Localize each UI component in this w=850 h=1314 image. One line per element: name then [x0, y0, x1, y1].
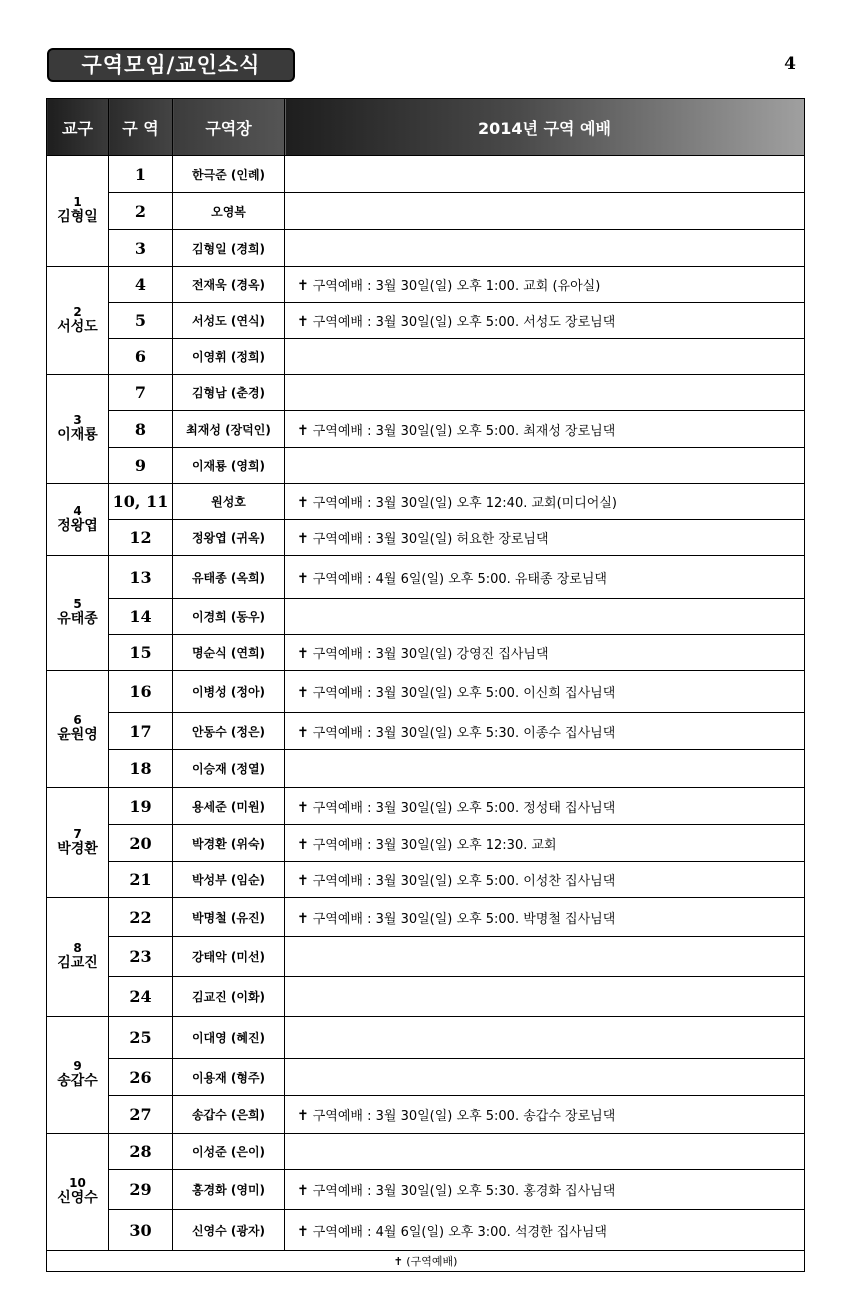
section-leader: 김교진 (이화) [173, 977, 285, 1017]
district-name: 신영수 [57, 1190, 98, 1206]
table-row [47, 484, 805, 520]
service-text: 구역예배 : 3월 30일(일) 오후 5:00. 이성찬 집사님댁 [312, 874, 616, 889]
section-leader: 이재룡 (영희) [173, 448, 285, 484]
section-leader: 이영휘 (정희) [173, 339, 285, 375]
section-leader: 송갑수 (은희) [173, 1096, 285, 1134]
service-info [285, 898, 805, 937]
table-row [47, 1096, 805, 1134]
section-number: 13 [109, 556, 173, 599]
table-body [47, 156, 805, 1251]
table-row [47, 448, 805, 484]
column-header-leader: 구역장 [173, 99, 285, 156]
column-header-section: 구 역 [109, 99, 173, 156]
district-cell [47, 484, 109, 556]
district-schedule-table [46, 98, 805, 1272]
section-number: 12 [109, 520, 173, 556]
cross-icon: ✝ [297, 1223, 309, 1240]
table-row [47, 937, 805, 977]
district-cell [47, 898, 109, 1017]
table-header-row [47, 99, 805, 156]
district-cell [47, 556, 109, 671]
service-text: 구역예배 : 3월 30일(일) 오후 1:00. 교회 (유아실) [312, 279, 601, 294]
cross-icon: ✝ [297, 910, 309, 927]
service-info [285, 230, 805, 267]
cross-icon: ✝ [297, 724, 309, 741]
table-row [47, 1134, 805, 1170]
district-number: 3 [73, 413, 82, 427]
table-row [47, 1017, 805, 1059]
district-number: 6 [73, 713, 82, 727]
section-number: 15 [109, 635, 173, 671]
cross-icon: ✝ [297, 873, 309, 889]
district-number: 1 [73, 195, 82, 209]
service-info [285, 375, 805, 411]
table-row [47, 635, 805, 671]
district-number: 5 [73, 597, 82, 611]
cross-icon: ✝ [297, 495, 309, 511]
section-number: 14 [109, 599, 173, 635]
service-text: 구역예배 : 3월 30일(일) 강영진 집사님댁 [312, 647, 549, 662]
table-row [47, 713, 805, 750]
section-leader: 오영복 [173, 193, 285, 230]
column-header-service: 2014년 구역 예배 [285, 99, 805, 156]
district-name: 서성도 [57, 318, 98, 335]
table-row [47, 788, 805, 825]
service-info [285, 1210, 805, 1251]
service-text: 구역예배 : 4월 6일(일) 오후 3:00. 석경한 집사님댁 [312, 1224, 607, 1240]
service-text: 구역예배 : 3월 30일(일) 오후 5:30. 홍경화 집사님댁 [312, 1184, 616, 1199]
column-header-district: 교구 [47, 99, 109, 156]
table-footer-row [47, 1251, 805, 1272]
service-text: 구역예배 : 4월 6일(일) 오후 5:00. 유태종 장로님댁 [312, 571, 607, 587]
district-cell [47, 375, 109, 484]
section-number: 7 [109, 375, 173, 411]
section-leader: 서성도 (연식) [173, 303, 285, 339]
service-text: 구역예배 : 3월 30일(일) 오후 5:00. 이신희 집사님댁 [312, 686, 616, 701]
cross-icon: ✝ [297, 836, 309, 853]
section-leader: 유태종 (옥희) [173, 556, 285, 599]
service-info [285, 599, 805, 635]
service-info [285, 193, 805, 230]
section-leader: 이대영 (혜진) [173, 1017, 285, 1059]
section-leader: 김형일 (경희) [173, 230, 285, 267]
district-number: 9 [73, 1059, 82, 1073]
service-info [285, 635, 805, 671]
service-info [285, 937, 805, 977]
section-number: 25 [109, 1017, 173, 1059]
service-info [285, 1059, 805, 1096]
table-row [47, 303, 805, 339]
section-number: 28 [109, 1134, 173, 1170]
service-text: 구역예배 : 3월 30일(일) 오후 12:30. 교회 [312, 837, 557, 853]
section-number: 24 [109, 977, 173, 1017]
cross-icon: ✝ [297, 685, 309, 701]
table-row [47, 1210, 805, 1251]
table-row [47, 375, 805, 411]
service-info [285, 267, 805, 303]
service-text: 구역예배 : 3월 30일(일) 오후 5:00. 서성도 장로님댁 [312, 315, 616, 330]
section-number: 3 [109, 230, 173, 267]
section-leader: 한극준 (인례) [173, 156, 285, 193]
district-name: 박경환 [57, 840, 98, 857]
section-number: 26 [109, 1059, 173, 1096]
table-row [47, 1170, 805, 1210]
service-text: 구역예배 : 3월 30일(일) 오후 12:40. 교회(미디어실) [312, 496, 617, 511]
service-info [285, 750, 805, 788]
service-info [285, 977, 805, 1017]
table-row [47, 671, 805, 713]
section-number: 9 [109, 448, 173, 484]
section-number: 2 [109, 193, 173, 230]
section-number: 27 [109, 1096, 173, 1134]
cross-icon: ✝ [297, 1183, 309, 1199]
cross-icon: ✝ [297, 646, 309, 662]
cross-icon: ✝ [297, 278, 309, 294]
section-number: 16 [109, 671, 173, 713]
section-leader: 이성준 (은이) [173, 1134, 285, 1170]
district-name: 유태종 [57, 611, 98, 627]
section-number: 30 [109, 1210, 173, 1251]
service-info [285, 862, 805, 898]
section-leader: 최재성 (장덕인) [173, 411, 285, 448]
district-cell [47, 156, 109, 267]
service-info [285, 788, 805, 825]
section-number: 6 [109, 339, 173, 375]
service-text: 구역예배 : 3월 30일(일) 오후 5:00. 송갑수 장로님댁 [312, 1109, 616, 1124]
table-row [47, 825, 805, 862]
district-number: 10 [69, 1176, 86, 1190]
service-text: 구역예배 : 3월 30일(일) 오후 5:00. 최재성 장로님댁 [312, 423, 616, 439]
table-row [47, 520, 805, 556]
service-info [285, 448, 805, 484]
cross-icon: ✝ [297, 570, 309, 587]
district-name: 정왕엽 [57, 517, 98, 534]
section-number: 1 [109, 156, 173, 193]
service-info [285, 1134, 805, 1170]
district-name: 이재룡 [57, 427, 98, 443]
section-leader: 이승재 (정열) [173, 750, 285, 788]
service-info [285, 1170, 805, 1210]
section-number: 23 [109, 937, 173, 977]
section-number: 5 [109, 303, 173, 339]
district-cell [47, 788, 109, 898]
district-name: 송갑수 [57, 1073, 98, 1089]
section-number: 20 [109, 825, 173, 862]
service-text: 구역예배 : 3월 30일(일) 허요한 장로님댁 [312, 532, 549, 547]
district-name: 윤원영 [57, 727, 98, 743]
table-row [47, 556, 805, 599]
district-number: 4 [73, 503, 82, 518]
section-number: 4 [109, 267, 173, 303]
section-leader: 정왕엽 (귀옥) [173, 520, 285, 556]
service-info [285, 556, 805, 599]
section-number: 17 [109, 713, 173, 750]
table-row [47, 411, 805, 448]
section-leader: 박성부 (임순) [173, 862, 285, 898]
service-text: 구역예배 : 3월 30일(일) 오후 5:00. 정성태 집사님댁 [312, 800, 616, 816]
section-leader: 이병성 (정아) [173, 671, 285, 713]
district-cell [47, 1017, 109, 1134]
district-cell [47, 1134, 109, 1251]
table-row [47, 898, 805, 937]
table-row [47, 230, 805, 267]
service-info [285, 484, 805, 520]
section-number: 29 [109, 1170, 173, 1210]
section-leader: 강태악 (미선) [173, 937, 285, 977]
service-info [285, 156, 805, 193]
cross-icon: ✝ [297, 422, 309, 439]
district-cell [47, 671, 109, 788]
section-number: 19 [109, 788, 173, 825]
district-name: 김교진 [57, 955, 98, 971]
section-number: 18 [109, 750, 173, 788]
section-leader: 명순식 (연희) [173, 635, 285, 671]
table-row [47, 599, 805, 635]
section-leader: 박경환 (위숙) [173, 825, 285, 862]
section-number: 10, 11 [109, 484, 173, 520]
section-leader: 홍경화 (영미) [173, 1170, 285, 1210]
section-leader: 전재욱 (경옥) [173, 267, 285, 303]
footer-note: ✝ (구역예배) [47, 1251, 805, 1272]
section-leader: 신영수 (광자) [173, 1210, 285, 1251]
section-leader: 원성호 [173, 484, 285, 520]
table-row [47, 267, 805, 303]
service-info [285, 411, 805, 448]
table-row [47, 339, 805, 375]
section-leader: 용세준 (미원) [173, 788, 285, 825]
table-row [47, 193, 805, 230]
table-row [47, 156, 805, 193]
section-number: 8 [109, 411, 173, 448]
section-number: 22 [109, 898, 173, 937]
district-name: 김형일 [57, 209, 98, 225]
service-info [285, 303, 805, 339]
service-info [285, 671, 805, 713]
service-info [285, 1096, 805, 1134]
service-info [285, 1017, 805, 1059]
service-info [285, 339, 805, 375]
section-leader: 박명철 (유진) [173, 898, 285, 937]
section-leader: 이경희 (동우) [173, 599, 285, 635]
district-number: 2 [73, 304, 82, 319]
service-text: 구역예배 : 3월 30일(일) 오후 5:00. 박명철 집사님댁 [312, 911, 616, 927]
table-row [47, 977, 805, 1017]
district-number: 7 [73, 826, 82, 841]
cross-icon: ✝ [297, 314, 309, 330]
cross-icon: ✝ [297, 1108, 309, 1124]
section-number: 21 [109, 862, 173, 898]
service-info [285, 520, 805, 556]
table-row [47, 862, 805, 898]
section-leader: 이용재 (형주) [173, 1059, 285, 1096]
district-cell [47, 267, 109, 375]
table-row [47, 750, 805, 788]
section-leader: 김형남 (춘경) [173, 375, 285, 411]
cross-icon: ✝ [297, 531, 309, 547]
section-title: 구역모임/교인소식 [47, 48, 295, 82]
section-leader: 안동수 (정은) [173, 713, 285, 750]
cross-icon: ✝ [297, 799, 309, 816]
district-number: 8 [73, 941, 82, 955]
page-number: 4 [784, 54, 796, 74]
service-info [285, 825, 805, 862]
service-info [285, 713, 805, 750]
service-text: 구역예배 : 3월 30일(일) 오후 5:30. 이종수 집사님댁 [312, 725, 616, 741]
table-row [47, 1059, 805, 1096]
